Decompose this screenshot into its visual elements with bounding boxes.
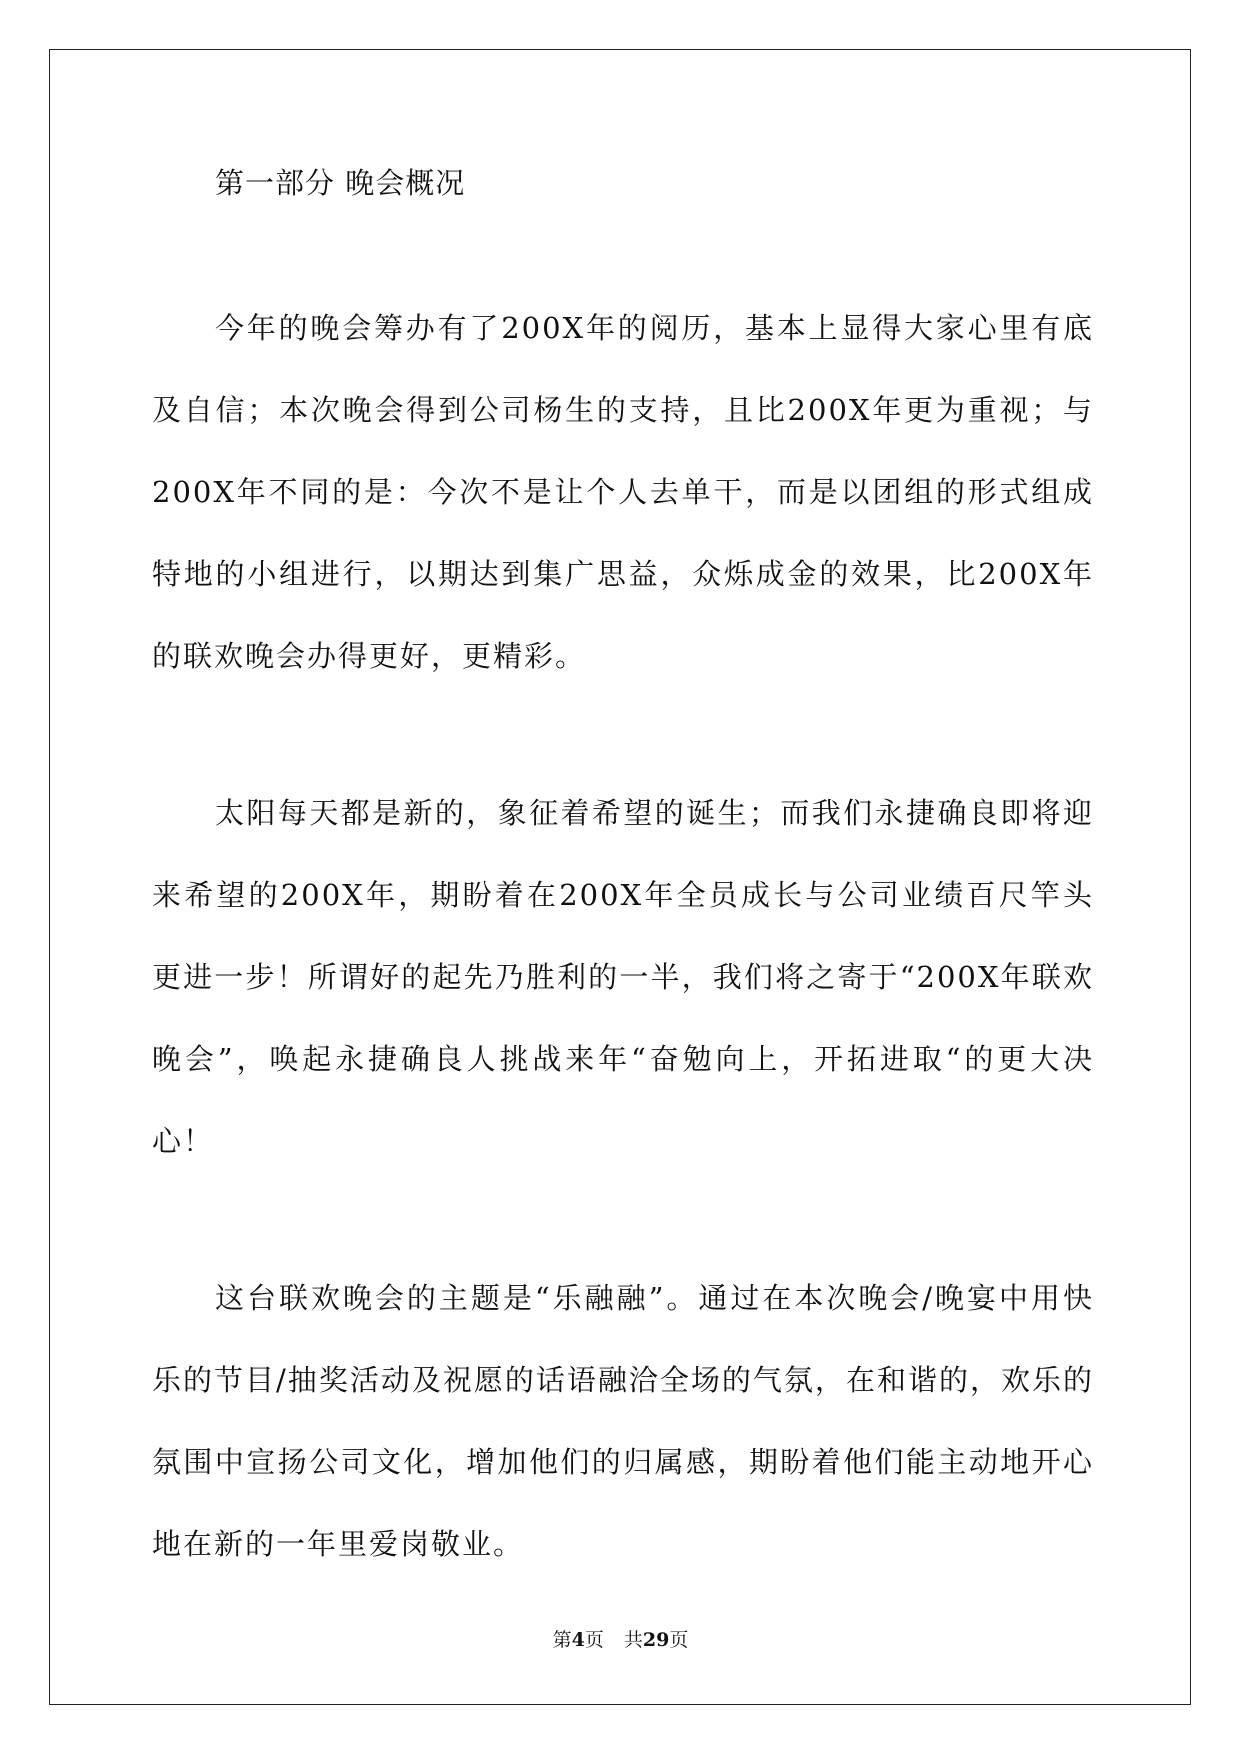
page-suffix: 页 xyxy=(584,1629,604,1651)
paragraph: 今年的晚会筹办有了200X年的阅历，基本上显得大家心里有底及自信；本次晚会得到公司杨生的支持，且比200X年更为重视；与200X年不同的是：今次不是让个人去单干，而是以团组的形式组成特地的小组进行，以期达到集广思益，众烁成金的效果，比200X年的联欢晚会办得更好，更精彩。 xyxy=(152,311,1094,673)
page-footer xyxy=(0,1628,1241,1652)
document-body xyxy=(152,165,1094,1660)
paragraph: 这台联欢晚会的主题是“乐融融”。通过在本次晚会/晚宴中用快乐的节目/抽奖活动及祝愿的话语融洽全场的气氛，在和谐的，欢乐的氛围中宣扬公司文化，增加他们的归属感，期盼着他们能主动地开心地在新的一年里爱岗敬业。 xyxy=(152,1281,1094,1561)
page-prefix: 第 xyxy=(552,1629,572,1651)
total-suffix: 页 xyxy=(669,1629,689,1651)
paragraph: 太阳每天都是新的，象征着希望的诞生；而我们永捷确良即将迎来希望的200X年，期盼着在200X年全员成长与公司业绩百尺竿头更进一步！所谓好的起先乃胜利的一半，我们将之寄于“200X年联欢晚会”，唤起永捷确良人挑战来年“奋勉向上，开拓进取“的更大决心！ xyxy=(152,796,1094,1158)
total-pages: 29 xyxy=(642,1629,670,1651)
total-prefix: 共 xyxy=(623,1629,643,1651)
page-number: 4 xyxy=(571,1629,585,1651)
section-heading: 第一部分 晚会概况 xyxy=(215,166,466,200)
